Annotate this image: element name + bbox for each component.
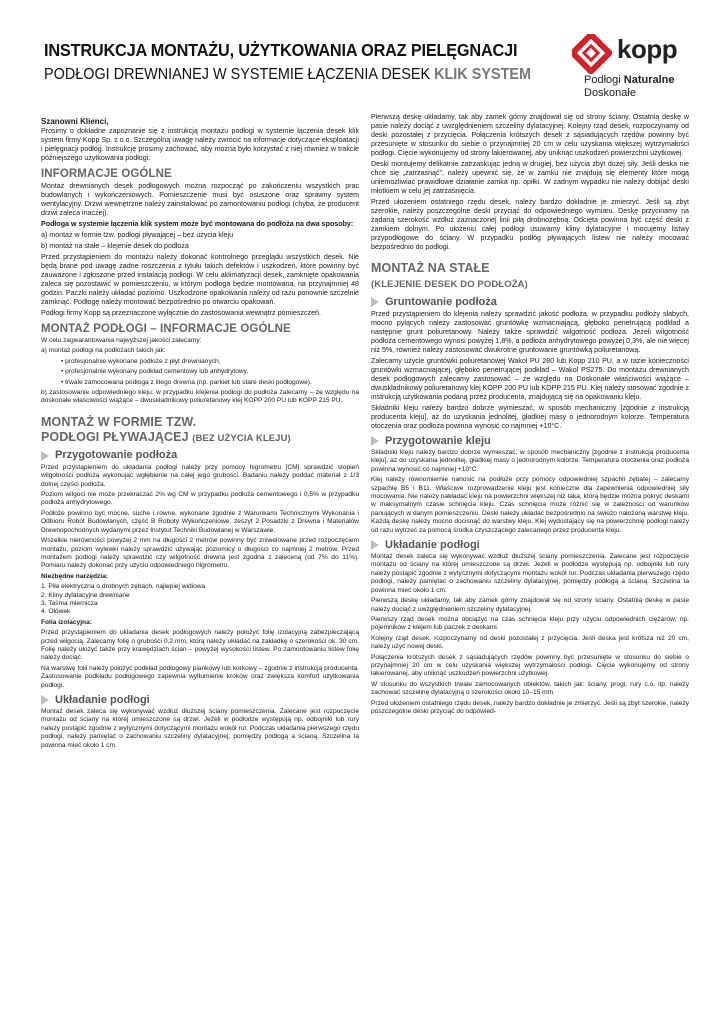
subsection-title: Przygotowanie kleju — [371, 436, 689, 446]
list-item: a) montaż podłogi na podłożach takich jak: — [41, 347, 166, 355]
paragraph: Klej należy równomiernie nanosić na podłoże przy pomocy odpowiedniej szpachli zębatej – zalecamy szpachlę B5 i B11. Właściwe rozprowadzenie kleju jest konieczne dla zapewnienia odpowiedniej siły mocowania. Nie należy nakładać kleju na powierzchni większej niż taka, którą będzie można pokryć deskami w maksymalnym czasie schnięcia kleju. Czas schnięcia może różnić się w zależności od warunków panujących w danym pomieszczeniu. Deski należy układać bezpośrednio na świeżo nałożoną warstwę kleju. Każdą deskę należy mocno docisnąć do warstwy kleju. Klej wydostający się na powierzchnię podłogi należy od razu wytrzeć za pomocą środka czyszczącego zalecanego przez producenta kleju. — [371, 476, 689, 534]
paragraph: Przed przystąpieniem do układania podłogi należy przy pomocy higrometru [CM] sprawdzić stopień wilgotności podłoża wykonując wgłębienie na całej jego grubości. Badaniu należy poddać materiał z 1/3 dolnej części podłoża. — [41, 463, 359, 488]
paragraph: Pierwszą deskę układamy, tak aby zamek górny znajdował się od strony ściany. Ostatnią deskę w pasie należy dociąć z uwzględnieniem szczeliny dylatacyjnej. — [371, 597, 689, 613]
paragraph: Przed ułożeniem ostatniego rzędu desek, należy bardzo dokładnie je zmierzyć. Jeśli są zbyt szerokie, należy poszczególne deski przyciąć do odpowiedniego wymiaru. Deskę przycinamy na żądaną szerokość wzdłuż zaznaczonej linii piłą drobnozębną. Odcięta powinna być część deski z zamkiem dolnym. Po ułożeniu całej podłogi usuwamy kliny dylatacyjne i mocujemy listwy przypodłogowe do ściany. W przypadku podłóg pływających listew nie należy mocować bezpośrednio do podłogi. — [371, 198, 689, 251]
list-item: b) montaż na stałe – klejenie desek do podłoża — [41, 242, 189, 250]
paragraph: Podłoże powinno być mocne, suche i równe, wykonane zgodnie z Warunkami Technicznymi Wykonania i Odbioru Robót Budowlanych, część B Roboty Wykończeniowe, zeszyt 2 Posadzki z Drewna i Materiałów Drewnopochodnych wydanymi przez Instytut Techniki Budowlanej w Warszawie. — [41, 509, 359, 534]
paragraph: Pierwszy rząd desek można obciążyć na czas schnięcia kleju przy użyciu odpowiednich ciężarów, np. pojemników z klejem lub paczek z deskami. — [371, 615, 689, 632]
intro-paragraph: Prosimy o dokładne zapoznanie się z instrukcją montażu podłogi w systemie łączenia desek klik system firmy Kopp Sp. z o.o. Szczególną uwagę należy zwrócić na informacje dotyczące eksploatacji i pielęgnacji podłóg. Instrukcję prosimy zachować, aby można było korzystać z niej również w trakcie późniejszego użytkowania podłogi. — [41, 127, 359, 162]
logo-wordmark: kopp — [617, 34, 678, 64]
paragraph: Składniki kleju należy bardzo dobrze wymieszać, w sposób mechaniczny [zgodnie z instrukcją producenta kleju], aż do uzyskania jednolitej, gładkiej masy o jednorodnym kolorze. Temperatura otoczenia oraz podłoża powinna wynosić co najmniej +10°C. — [371, 404, 689, 430]
paragraph: Przed ułożeniem ostatniego rzędu desek, należy bardzo dokładnie je zmierzyć. Jeśli są zbyt szerokie, należy poszczególne deski przyciąć do odpowied- — [371, 699, 689, 715]
paragraph: Montaż desek zaleca się wykonywać wzdłuż dłuższej ściany pomieszczenia. Zalecane jest rozpoczęcie montażu od ściany na której umieszczone są drzwi. Jeżeli w podłodze występują np. odbojniki lub rury należy postąpić zgodnie z wytycznymi dotyczącymi montażu wokół rur. Podczas układania pierwszego rzędu podłogi, należy pamiętać o zachowaniu szczeliny dylatacyjnej, pomiędzy podłogą a ścianą. Szczelina ta powinna mieć około 1 cm. — [371, 553, 689, 594]
paragraph: Zalecamy użycie gruntówki poliuretanowej Wakol PU 280 lub Kopp 210 PU, a w razie konieczności gruntówki wzmacniającej, głęboko penetrującej podkład – Wakol PS275. Do montażu drewnianych desek podłogowych zalecamy zastosować – ze względu na Doskonałe właściwości wiążące – dwuskładnikowy poliuretanowy klej KOPP 200 PU lub KOPP 215 PU. Klej należy stosować zgodnie z instrukcją użytkowania podaną przez producenta, znajdującą się na opakowaniu kleju. — [371, 357, 689, 401]
triangle-bullet-icon — [41, 451, 49, 461]
list-item: b) zastosowanie odpowiedniego kleju: w przypadku klejenia podłogi do podłoża zalecamy – ze względu na doskonałe właściwości wiążące – dwuskładnikowy poliuretanowy klej KOPP 200 PU lub KOPP 215 PU. — [41, 389, 359, 405]
document-title: INSTRUKCJA MONTAŻU, UŻYTKOWANIA ORAZ PIELĘGNACJI — [44, 40, 518, 60]
paragraph: Deski montujemy delikatnie zatrzaskując jedną w drugiej, bez użycia zbyt dużej siły. Jeśli deska nie chce się „zatrzasnąć”, należy upewnić się, że w zamku nie znajdują się elementy które mogą uniemożliwiać prawidłowe działanie zamka np. opiłki. W żadnym wypadku nie należy dobijać deski młotkiem w celu jej zatrzaśnięcia. — [371, 160, 689, 195]
paragraph: Montaż desek zaleca się wykonywać wzdłuż dłuższej ściany pomieszczenia. Zalecane jest rozpoczęcie montażu od ściany na której umieszczone są drzwi. Jeżeli w podłodze występują np. odbojniki lub rury należy postąpić zgodnie z wytycznymi dotyczącymi montażu wokół rur. Podczas układania pierwszego rzędu podłogi, należy pamiętać o zachowaniu szczeliny dylatacyjnej, pomiędzy podłogą a ścianą. Szczelina ta powinna mieć około 1 cm. — [41, 708, 359, 749]
paragraph: Wszelkie nierówności powyżej 2 mm na długości 2 metrów powinny być zniwelowane przed rozpoczęciem montażu, poziom wylewki należy sprawdzić używając poziomicy o długości co najmniej 2 metrów. Przed montażem podłogi należy sprawdzić czy wilgotność drewna jest zgodna z zaleceną (od 7% do 11%). Pomiaru należy dokonać przy użyciu odpowiedniego higrometru. — [41, 537, 359, 570]
logo-tagline-2: Doskonałe — [584, 87, 636, 99]
subtitle-main: PODŁOGI DREWNIANEJ W SYSTEMIE ŁĄCZENIA DESEK — [44, 66, 431, 83]
paragraph: Pierwszą deskę układamy, tak aby zamek górny znajdował się od strony ściany. Ostatnią deskę w pasie należy dociąć z uwzględnieniem szczeliny dylatacyjnej. Kolejny rząd desek, rozpoczynamy od deski pozostałej z przycięcia. Połączenia krótszych desek z sąsiadujących rzędów powinny być przesunięte w stosunku do siebie o przynajmniej 20 cm w celu uzyskania większej wytrzymałości podłogi. Cięcie wykonujemy od strony lakierowanej, aby uniknąć uszkodzeń powierzchni użytkowej. — [371, 113, 689, 157]
triangle-bullet-icon — [371, 297, 379, 307]
subsection-title: Układanie podłogi — [371, 540, 689, 550]
kopp-logo — [572, 34, 702, 104]
left-column — [41, 113, 359, 752]
paragraph: Kolejny rząd desek, rozpoczynamy od deski pozostałej z przycięcia. Jeśli deska jest krótsza niż 20 cm, należy użyć nowej deski. — [371, 634, 689, 651]
paragraph: Montaż drewnianych desek podłogowych można rozpocząć po zakończeniu wszystkich prac budowlanych i wykończeniowych. Pomieszczenie musi być osuszone oraz sprawny system wentylacyjny. Drzwi wewnętrzne należy zainstalować po zamontowaniu podłogi (chyba, że producent drzwi zaleca inaczej). — [41, 182, 359, 217]
subsection-title: Układanie podłogi — [41, 695, 359, 705]
paragraph: Podłogi firmy Kopp są przeznaczone wyłącznie do zastosowania wewnątrz pomieszczeń. — [41, 309, 321, 317]
list-item: a) montaż w formie tzw. podłogi pływającej – bez użycia kleju — [41, 231, 234, 239]
logo-tagline-1: Podłogi Naturalne — [584, 74, 675, 86]
subsection-title: Przygotowanie podłoża — [41, 451, 359, 461]
section-title-mounting-general: MONTAŻ PODŁOGI – INFORMACJE OGÓLNE — [41, 323, 291, 335]
subsection-title: Gruntowanie podłoża — [371, 297, 689, 307]
list-item: • profesjonalnie wykonany podkład cementowy lub anhydrytowy, — [61, 368, 249, 376]
paragraph-bold: Folia izolacyjna: — [41, 618, 92, 626]
paragraph: Połączenia krótszych desek z sąsiadujących rzędów powinny być przesunięte w stosunku do siebie o przynajmniej 20 cm w celu uzyskania większej wytrzymałości podłogi. Cięcie wykonujemy od strony lakierowanej, aby uniknąć uszkodzeń powierzchni użytkowej. — [371, 653, 689, 678]
list-item: 3. Taśma miernicza — [41, 599, 98, 607]
paragraph: Przed przystąpieniem do montażu należy dokonać kontrolnego przeglądu wszystkich desek. Nie będą brane pod uwagę żadne roszczenia z tytułu takich defektów i uszkodzeń, które powinny być zauważone i zgłoszone przed instalacją podłogi. W celu aklimatyzacji desek, zamknięte opakowania zaleca się pozostawić w pomieszczeniu, w którym podłoga będzie montowana, na przynajmniej 48 godzin. Paczki należy układać poziomo. Uszkodzone opakowania należy od razu ponownie szczelnie zamknąć. Podłogę należy montować bezpośrednio po otwarciu opakowań. — [41, 253, 359, 306]
section-title-general: INFORMACJE OGÓLNE — [41, 168, 172, 180]
triangle-bullet-icon — [41, 695, 49, 705]
list-item: 1. Piła elektryczna o drobnych zębach, najlepiej widiowa — [41, 583, 206, 591]
paragraph: W stosunku do wszystkich trwale zamocowanych obiektów, takich jak: ściany, progi, rury c.o. itp. należy zachować szczelinę dylatacyjną o szerokości około 10–15 mm. — [371, 680, 689, 697]
section-title-glued: MONTAŻ NA STAŁE (KLEJENIE DESEK DO PODŁOŻA) — [371, 261, 528, 290]
subtitle-accent: KLIK SYSTEM — [434, 66, 532, 83]
paragraph-bold: Podłoga w systemie łączenia klik system może być montowana do podłoża na dwa sposoby: — [41, 220, 354, 228]
paragraph: Składniki kleju należy bardzo dobrze wymieszać, w sposób mechaniczny [zgodnie z instrukcją producenta kleju], aż do uzyskania jednolitej, gładkiej masy o jednorodnym kolorze. Temperatura otoczenia oraz podłoża powinna wynosić co najmniej +10°C. — [371, 449, 689, 473]
kopp-logo-icon — [572, 34, 612, 74]
right-column — [371, 113, 689, 718]
paragraph: W celu zagwarantowania najwyższej jakości zalecamy: — [41, 337, 202, 344]
paragraph: Na warstwę folii należy położyć podkład podłogowy piankowy lub korkowy – zgodnie z instrukcją producenta. Zastosowanie podkładu podłogowego zapewnia wytłumienie kroków oraz zwiększa komfort użytkowania podłogi. — [41, 664, 359, 689]
triangle-bullet-icon — [371, 436, 379, 446]
greeting: Szanowni Klienci, — [41, 117, 109, 126]
list-item: • profesjonalnie wykonane podłoże z płyt drewnianych, — [61, 357, 221, 365]
document-subtitle — [44, 66, 531, 84]
page-header — [0, 0, 725, 108]
section-title-floating: MONTAŻ W FORMIE TZW. PODŁOGI PŁYWAJĄCEJ (BEZ UŻYCIA KLEJU) — [41, 414, 291, 444]
paragraph: Poziom wilgoci nie może przekraczać 2% wg CM w przypadku podłoża cementowego i 0,5% w przypadku podłoża anhydrytowego. — [41, 491, 359, 507]
list-item: • trwale zamocowana podłoga z litego drewna (np. parkiet lub stare deski podłogowe). — [61, 378, 312, 386]
paragraph: Przed przystąpieniem do układania desek podłogowych należy położyć folię izolacyjną zabezpieczającą przed wilgocią. Zalecamy folię o grubości 0,2 mm, którą należy układać na zakładkę o szerokości ok. 30 cm. Folię należy ułożyć także przy krawędziach ścian – powyżej wysokości listew. Po zamontowaniu listew folię należy dociąć. — [41, 629, 359, 662]
paragraph: Przed przystąpieniem do klejenia należy sprawdzić jakość podłoża, w przypadku podłoży słabych, mocno pylących należy zastosować gruntówkę wzmacniającą, głęboko penetrującą podkład a następnie grunt poliuretanowy. Należy także sprawdzić wilgotność podłoża. Jeżeli wilgotność podłoża cementowego wynosi powyżej 1,8%, a podłoża anhydrytowego powyżej 0,3%, ale nie więcej niż 5%, również należy zastosować dwukrotne gruntowanie gruntówką poliuretanową. — [371, 310, 689, 354]
triangle-bullet-icon — [371, 540, 379, 550]
list-item: 2. Kliny dylatacyjne drewniane — [41, 591, 130, 599]
list-item: 4. Ołówek — [41, 608, 71, 616]
paragraph-bold: Niezbędne narzędzia: — [41, 572, 109, 580]
